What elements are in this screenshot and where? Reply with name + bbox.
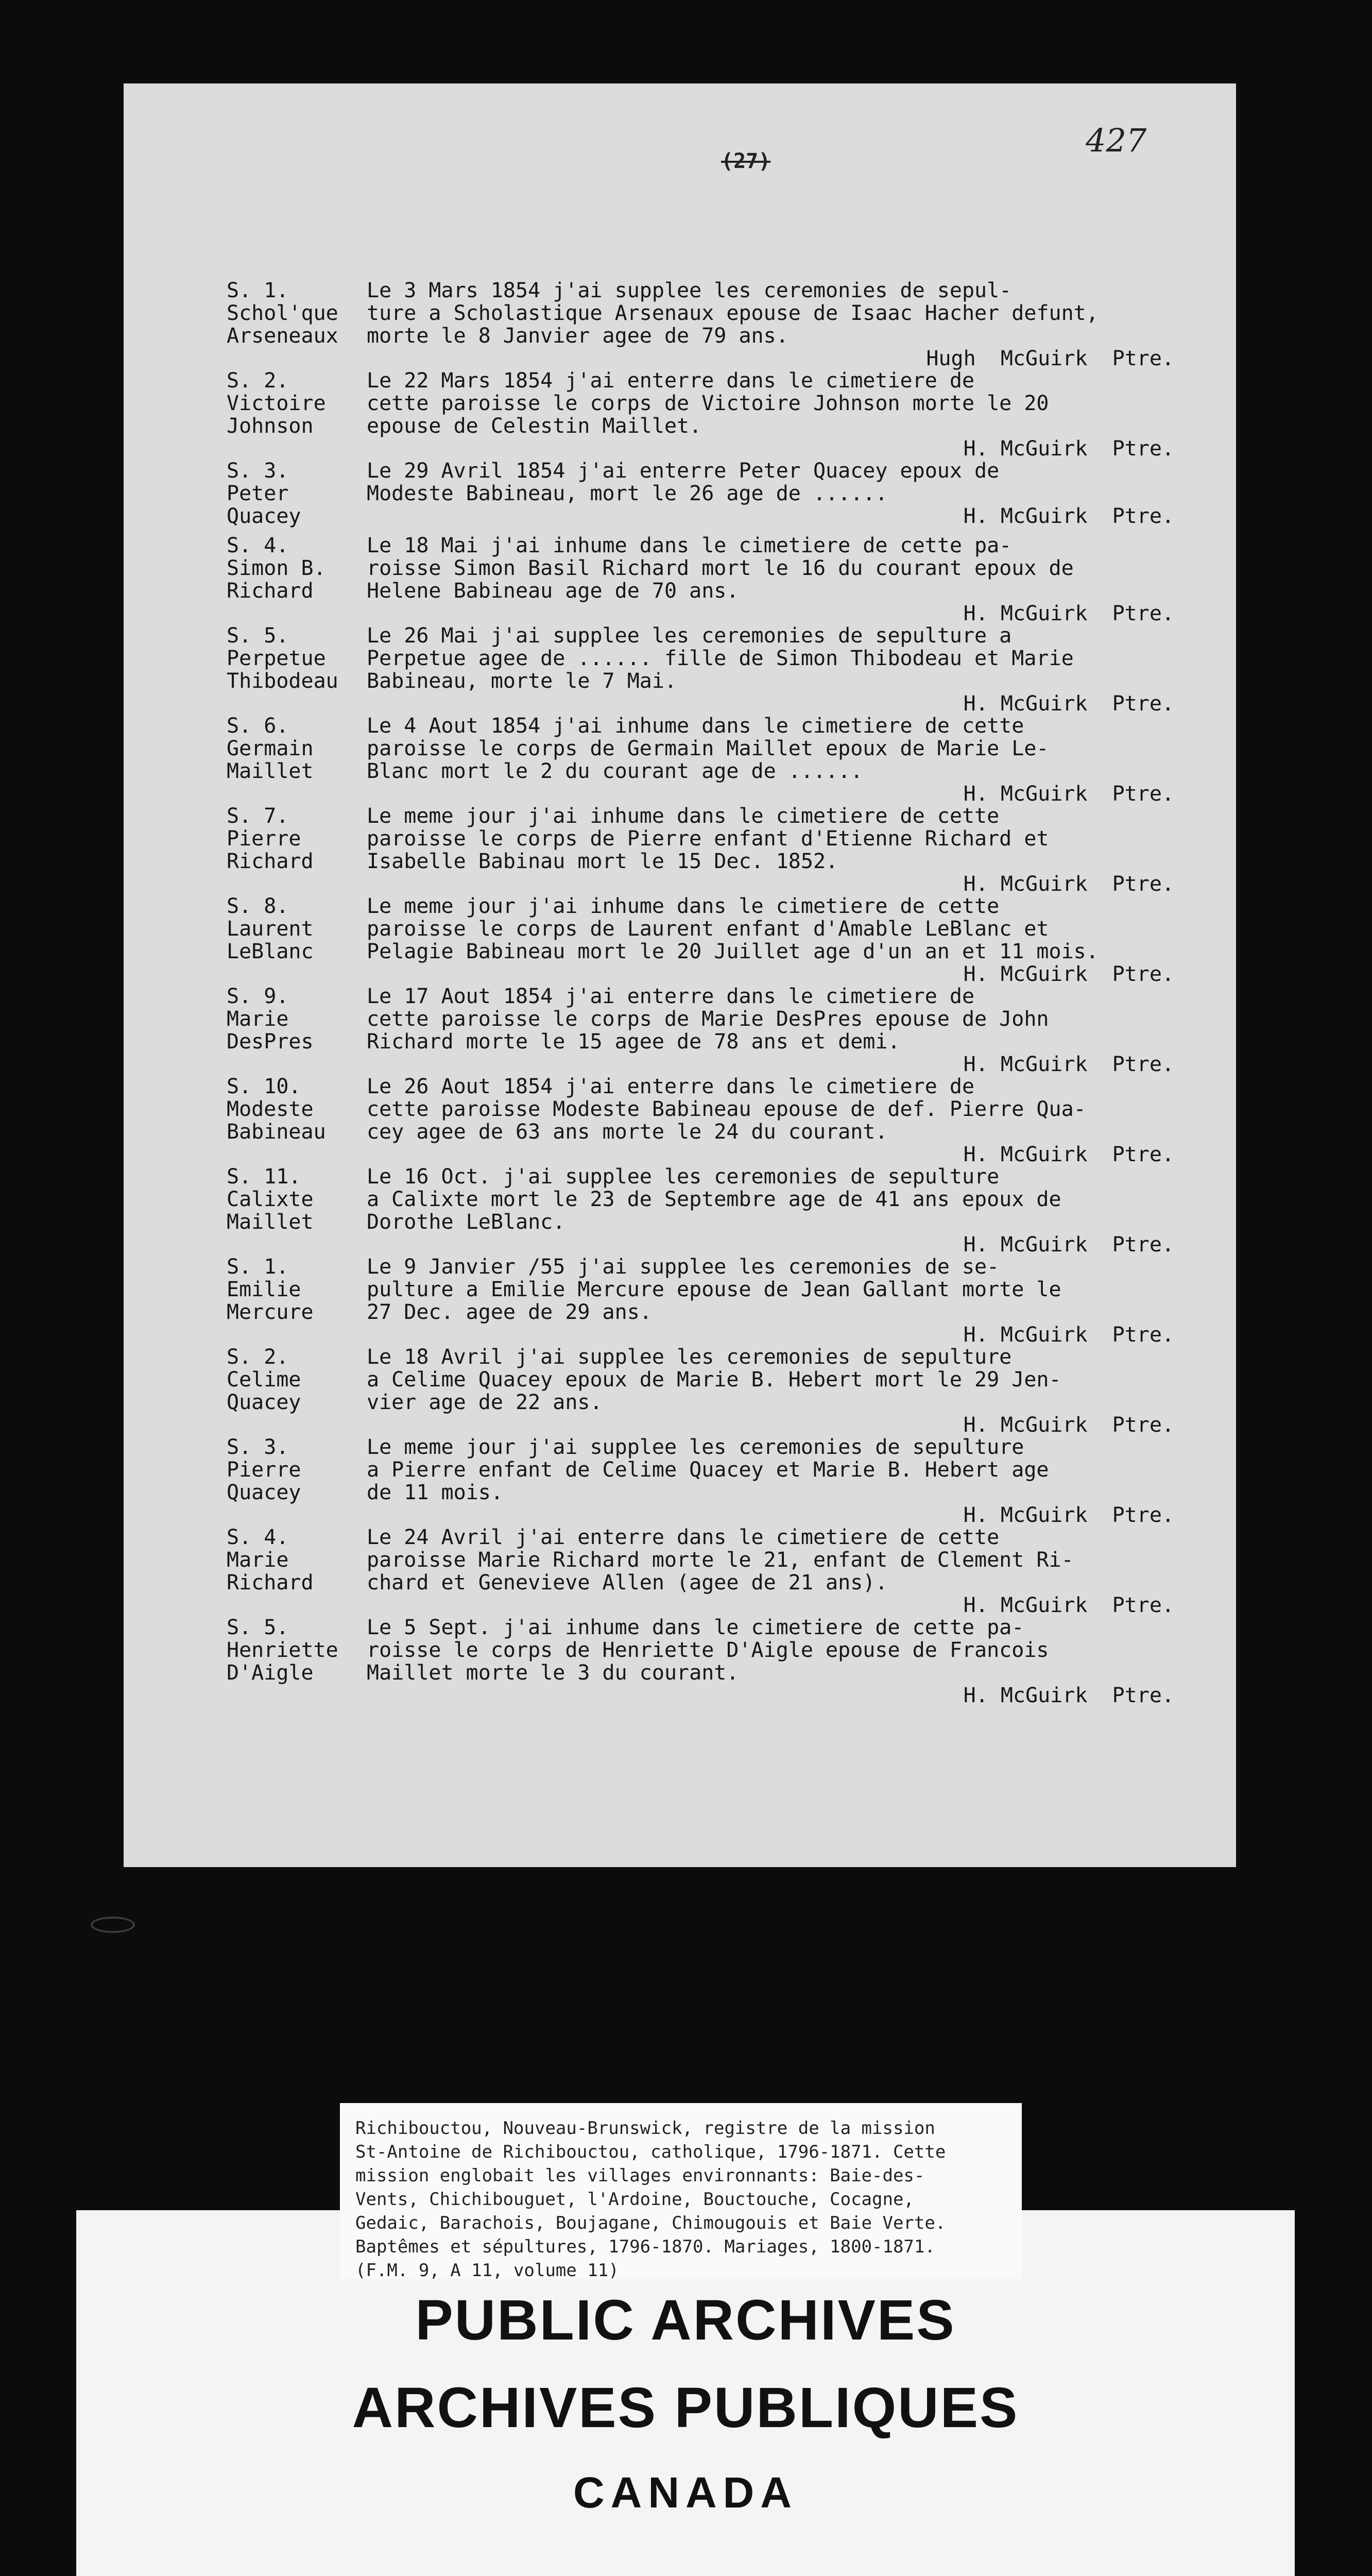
priest-signature: H. McGuirk Ptre. — [963, 692, 1174, 716]
entry-margin-label: S. 5. Henriette D'Aigle — [227, 1616, 338, 1685]
entry-text: Le 26 Aout 1854 j'ai enterre dans le cimetiere de cette paroisse Modeste Babineau epouse de def. Pierre Qua- cey agee de 63 ans morte le 24 du courant. — [367, 1075, 1086, 1144]
entry-margin-label: S. 7. Pierre Richard — [227, 804, 314, 873]
entry-margin-label: S. 11. Calixte Maillet — [227, 1165, 314, 1234]
entry-margin-label: S. 4. Marie Richard — [227, 1526, 314, 1595]
entry-margin-label: S. 5. Perpetue Thibodeau — [227, 624, 338, 693]
entry-text: Le 16 Oct. j'ai supplee les ceremonies de sepulture a Calixte mort le 23 de Septembre age de 41 ans epoux de Dorothe LeBlanc. — [367, 1165, 1061, 1234]
priest-signature: H. McGuirk Ptre. — [963, 1233, 1174, 1257]
entry-margin-label: S. 3. Peter Quacey — [227, 459, 301, 528]
entry-margin-label: S. 4. Simon B. Richard — [227, 534, 326, 603]
entry-margin-label: S. 3. Pierre Quacey — [227, 1435, 301, 1504]
entry-margin-label: S. 2. Celime Quacey — [227, 1345, 301, 1414]
entry-text: Le 9 Janvier /55 j'ai supplee les ceremonies de se- pulture a Emilie Mercure epouse de Jean Gallant morte le 27 Dec. agee de 29 ans. — [367, 1255, 1061, 1324]
archives-title-french: ARCHIVES PUBLIQUES — [352, 2376, 1019, 2439]
caption-slip: Richibouctou, Nouveau-Brunswick, registre de la mission St-Antoine de Richibouctou, catholique, 1796-1871. Cette mission englobait les villages environnants: Baie-des- Vents, Chichibouguet, l'Ardoine, Bouctouche, Cocagne, Gedaic, Barachois, Boujagane, Chimougouis et Baie Verte. Baptêmes et sépultures, 1796-1870. Mariages, 1800-1871. (F.M. 9, A 11, volume 11) — [340, 2103, 1022, 2279]
handwritten-page-number: 427 — [1086, 122, 1147, 159]
priest-signature: H. McGuirk Ptre. — [963, 602, 1174, 625]
priest-signature: H. McGuirk Ptre. — [963, 1053, 1174, 1076]
priest-signature: H. McGuirk Ptre. — [963, 437, 1174, 461]
entry-text: Le 4 Aout 1854 j'ai inhume dans le cimetiere de cette paroisse le corps de Germain Maillet epoux de Marie Le- Blanc mort le 2 du courant age de ...... — [367, 714, 1049, 783]
priest-signature: H. McGuirk Ptre. — [963, 1594, 1174, 1617]
entry-text: Le meme jour j'ai supplee les ceremonies de sepulture a Pierre enfant de Celime Quacey et Marie B. Hebert age de 11 mois. — [367, 1435, 1049, 1504]
entry-text: Le meme jour j'ai inhume dans le cimetiere de cette paroisse le corps de Laurent enfant d'Amable LeBlanc et Pelagie Babineau mort le 20 Juillet age d'un an et 11 mois. — [367, 894, 1099, 963]
struck-page-number: (27) — [721, 149, 771, 173]
priest-signature: H. McGuirk Ptre. — [963, 1503, 1174, 1527]
entry-margin-label: S. 2. Victoire Johnson — [227, 369, 326, 438]
entry-margin-label: S. 8. Laurent LeBlanc — [227, 894, 314, 963]
film-smudge — [91, 1917, 135, 1933]
entry-margin-label: S. 6. Germain Maillet — [227, 714, 314, 783]
register-page — [124, 83, 1236, 1867]
priest-signature: H. McGuirk Ptre. — [963, 1684, 1174, 1707]
priest-signature: H. McGuirk Ptre. — [963, 1413, 1174, 1437]
priest-signature: H. McGuirk Ptre. — [963, 782, 1174, 806]
priest-signature: H. McGuirk Ptre. — [963, 504, 1174, 528]
priest-signature: H. McGuirk Ptre. — [963, 1323, 1174, 1347]
entry-text: Le 26 Mai j'ai supplee les ceremonies de sepulture a Perpetue agee de ...... fille de Simon Thibodeau et Marie Babineau, morte le 7 Mai. — [367, 624, 1074, 693]
entry-margin-label: S. 1. Emilie Mercure — [227, 1255, 314, 1324]
archives-country: CANADA — [573, 2468, 798, 2517]
entry-text: Le 22 Mars 1854 j'ai enterre dans le cimetiere de cette paroisse le corps de Victoire Johnson morte le 20 epouse de Celestin Maillet. — [367, 369, 1049, 438]
entry-text: Le meme jour j'ai inhume dans le cimetiere de cette paroisse le corps de Pierre enfant d'Etienne Richard et Isabelle Babinau mort le 15 Dec. 1852. — [367, 804, 1049, 873]
entry-margin-label: S. 10. Modeste Babineau — [227, 1075, 326, 1144]
entry-text: Le 17 Aout 1854 j'ai enterre dans le cimetiere de cette paroisse le corps de Marie DesPres epouse de John Richard morte le 15 agee de 78 ans et demi. — [367, 985, 1049, 1054]
priest-signature: H. McGuirk Ptre. — [963, 962, 1174, 986]
entry-text: Le 24 Avril j'ai enterre dans le cimetiere de cette paroisse Marie Richard morte le 21, enfant de Clement Ri- chard et Genevieve Allen (agee de 21 ans). — [367, 1526, 1074, 1595]
entry-text: Le 5 Sept. j'ai inhume dans le cimetiere de cette pa- roisse le corps de Henriette D'Aigle epouse de Francois Maillet morte le 3 du courant. — [367, 1616, 1049, 1685]
priest-signature: H. McGuirk Ptre. — [963, 1143, 1174, 1166]
entry-margin-label: S. 1. Schol'que Arseneaux — [227, 279, 338, 348]
entry-text: Le 18 Mai j'ai inhume dans le cimetiere de cette pa- roisse Simon Basil Richard mort le 16 du courant epoux de Helene Babineau age de 70 ans. — [367, 534, 1074, 603]
priest-signature: Hugh McGuirk Ptre. — [926, 347, 1174, 370]
priest-signature: H. McGuirk Ptre. — [963, 872, 1174, 896]
entry-text: Le 18 Avril j'ai supplee les ceremonies de sepulture a Celime Quacey epoux de Marie B. Hebert mort le 29 Jen- vier age de 22 ans. — [367, 1345, 1061, 1414]
entry-text: Le 3 Mars 1854 j'ai supplee les ceremonies de sepul- ture a Scholastique Arsenaux epouse de Isaac Hacher defunt, morte le 8 Janvier agee de 79 ans. — [367, 279, 1099, 348]
entry-text: Le 29 Avril 1854 j'ai enterre Peter Quacey epoux de Modeste Babineau, mort le 26 age de ...... — [367, 459, 1000, 505]
archives-title-english: PUBLIC ARCHIVES — [415, 2289, 956, 2352]
entry-margin-label: S. 9. Marie DesPres — [227, 985, 314, 1054]
